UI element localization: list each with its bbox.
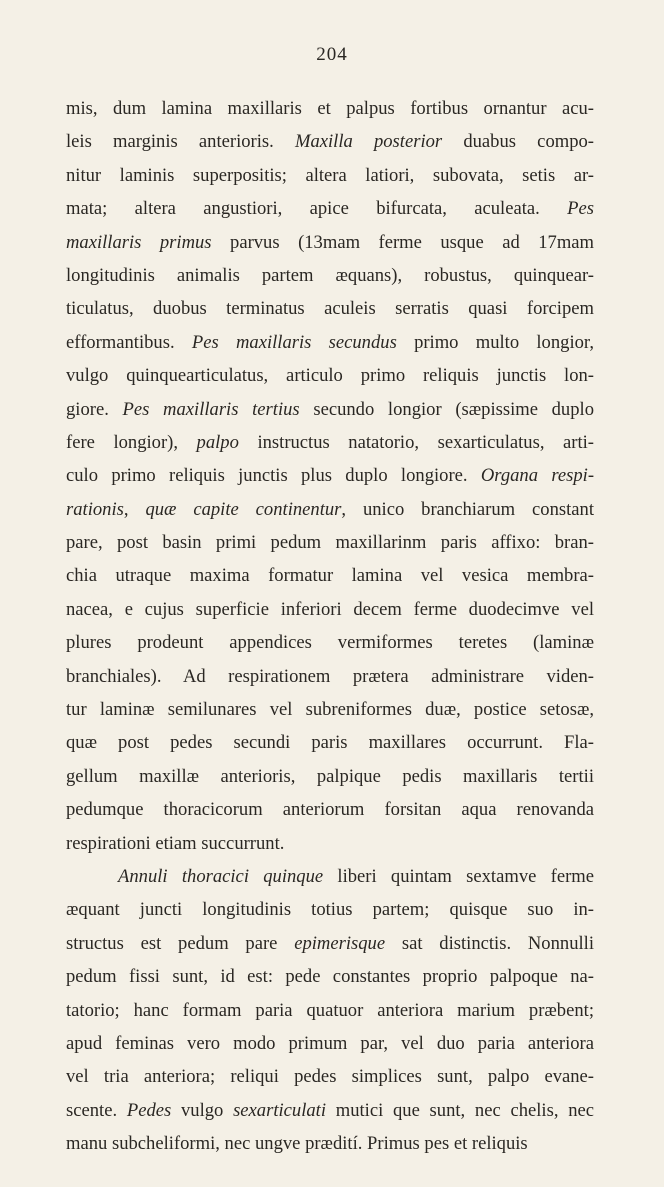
text-segment: fere longior), xyxy=(66,431,197,453)
italic-term: Annuli thoracici quinque xyxy=(118,865,324,887)
text-line xyxy=(66,292,594,325)
text-line xyxy=(66,159,594,192)
text-line xyxy=(66,459,594,492)
text-line xyxy=(66,660,594,693)
text-segment: pare, post basin primi pedum maxillarinm paris affixo: bran- xyxy=(66,532,594,554)
text-segment: mata; altera angustiori, apice bifurcata, aculeata. xyxy=(66,198,568,220)
text-line xyxy=(66,626,594,659)
text-segment: tur laminæ semilunares vel subreniformes duæ, postice setosæ, xyxy=(66,699,594,721)
page-number: 204 xyxy=(316,44,348,65)
text-segment: vulgo xyxy=(171,1099,234,1121)
text-line xyxy=(66,493,594,526)
italic-term: maxillaris primus xyxy=(66,231,212,253)
text-segment: , unico branchiarum constant xyxy=(341,498,595,520)
text-segment: longitudinis animalis partem æquans), robustus, quinquear- xyxy=(66,264,594,286)
text-segment: ticulatus, duobus terminatus aculeis serratis quasi forcipem xyxy=(66,298,594,320)
text-segment: apud feminas vero modo primum par, vel duo paria anteriora xyxy=(66,1032,594,1054)
text-line xyxy=(66,726,594,759)
text-segment: scente. xyxy=(66,1099,127,1121)
text-segment: giore. xyxy=(66,398,123,420)
text-line xyxy=(66,693,594,726)
text-line xyxy=(66,793,594,826)
text-line xyxy=(66,1127,594,1160)
text-segment: pedumque thoracicorum anteriorum forsitan aqua renovanda xyxy=(66,799,594,821)
text-line xyxy=(66,593,594,626)
text-segment: culo primo reliquis junctis plus duplo longiore. xyxy=(66,465,481,487)
text-segment: respirationi etiam succurrunt. xyxy=(66,832,285,854)
text-line xyxy=(66,1060,594,1093)
italic-term: quæ capite continentur xyxy=(145,498,342,520)
text-segment: mis, dum lamina maxillaris et palpus fortibus ornantur acu- xyxy=(66,98,594,119)
italic-term: rationis xyxy=(66,498,124,520)
text-segment: vulgo quinquearticulatus, articulo primo reliquis junctis lon- xyxy=(66,365,594,387)
text-line xyxy=(66,860,594,893)
text-segment: pedum fissi sunt, id est: pede constantes proprio palpoque na- xyxy=(66,966,594,988)
italic-term: Pes maxillaris secundus xyxy=(191,331,397,353)
text-line xyxy=(66,559,594,592)
text-line xyxy=(66,827,594,860)
text-segment: , xyxy=(123,498,146,520)
text-line xyxy=(66,760,594,793)
text-line xyxy=(66,192,594,225)
text-line xyxy=(66,960,594,993)
text-segment: primo multo longior, xyxy=(396,331,594,353)
text-segment: nacea, e cujus superficie inferiori decem ferme duodecimve vel xyxy=(66,598,594,620)
text-line xyxy=(66,1094,594,1127)
italic-term: Pes xyxy=(567,198,594,220)
text-line xyxy=(66,927,594,960)
italic-term: epimerisque xyxy=(294,932,386,954)
text-segment: æquant juncti longitudinis totius partem; quisque suo in- xyxy=(66,899,594,921)
italic-term: Pedes xyxy=(126,1099,172,1121)
text-segment: secundo longior (sæpissime duplo xyxy=(299,398,594,420)
italic-term: sexarticulati xyxy=(233,1099,327,1121)
text-line xyxy=(66,359,594,392)
text-line xyxy=(66,893,594,926)
text-segment: efformantibus. xyxy=(66,331,192,353)
text-segment: branchiales). Ad respirationem prætera administrare viden- xyxy=(66,665,594,687)
text-segment: structus est pedum pare xyxy=(66,932,295,954)
text-body xyxy=(66,92,594,1161)
text-segment: sat distinctis. Nonnulli xyxy=(385,932,594,954)
text-segment: manu subcheliformi, nec ungve prædití. Primus pes et reliquis xyxy=(66,1133,528,1155)
text-segment: mutici que sunt, nec chelis, nec xyxy=(326,1099,594,1121)
italic-term: Pes maxillaris tertius xyxy=(122,398,300,420)
text-segment: tatorio; hanc formam paria quatuor anteriora marium præbent; xyxy=(66,999,594,1021)
text-segment: chia utraque maxima formatur lamina vel vesica membra- xyxy=(66,565,594,587)
text-segment: quæ post pedes secundi paris maxillares occurrunt. Fla- xyxy=(66,732,594,754)
text-line xyxy=(66,426,594,459)
text-line xyxy=(66,1027,594,1060)
text-line xyxy=(66,326,594,359)
text-line xyxy=(66,994,594,1027)
text-line xyxy=(66,226,594,259)
text-segment: leis marginis anterioris. xyxy=(66,131,295,153)
text-segment: vel tria anteriora; reliqui pedes simplices sunt, palpo evane- xyxy=(66,1066,594,1088)
text-line xyxy=(66,92,594,125)
text-segment: instructus natatorio, sexarticulatus, arti- xyxy=(238,431,594,453)
text-segment: liberi quintam sextamve ferme xyxy=(323,865,594,887)
text-line xyxy=(66,393,594,426)
text-segment: parvus (13mam ferme usque ad 17mam xyxy=(211,231,594,253)
text-segment: duabus compo- xyxy=(442,131,594,153)
italic-term: Maxilla posterior xyxy=(294,131,443,153)
text-segment: nitur laminis superpositis; altera latiori, subovata, setis ar- xyxy=(66,164,594,186)
text-line xyxy=(66,259,594,292)
text-line xyxy=(66,125,594,158)
italic-term: palpo xyxy=(196,431,239,453)
text-line xyxy=(66,526,594,559)
text-segment: gellum maxillæ anterioris, palpique pedis maxillaris tertii xyxy=(66,765,594,787)
italic-term: Organa respi- xyxy=(480,465,595,487)
text-segment: plures prodeunt appendices vermiformes teretes (laminæ xyxy=(66,632,594,654)
